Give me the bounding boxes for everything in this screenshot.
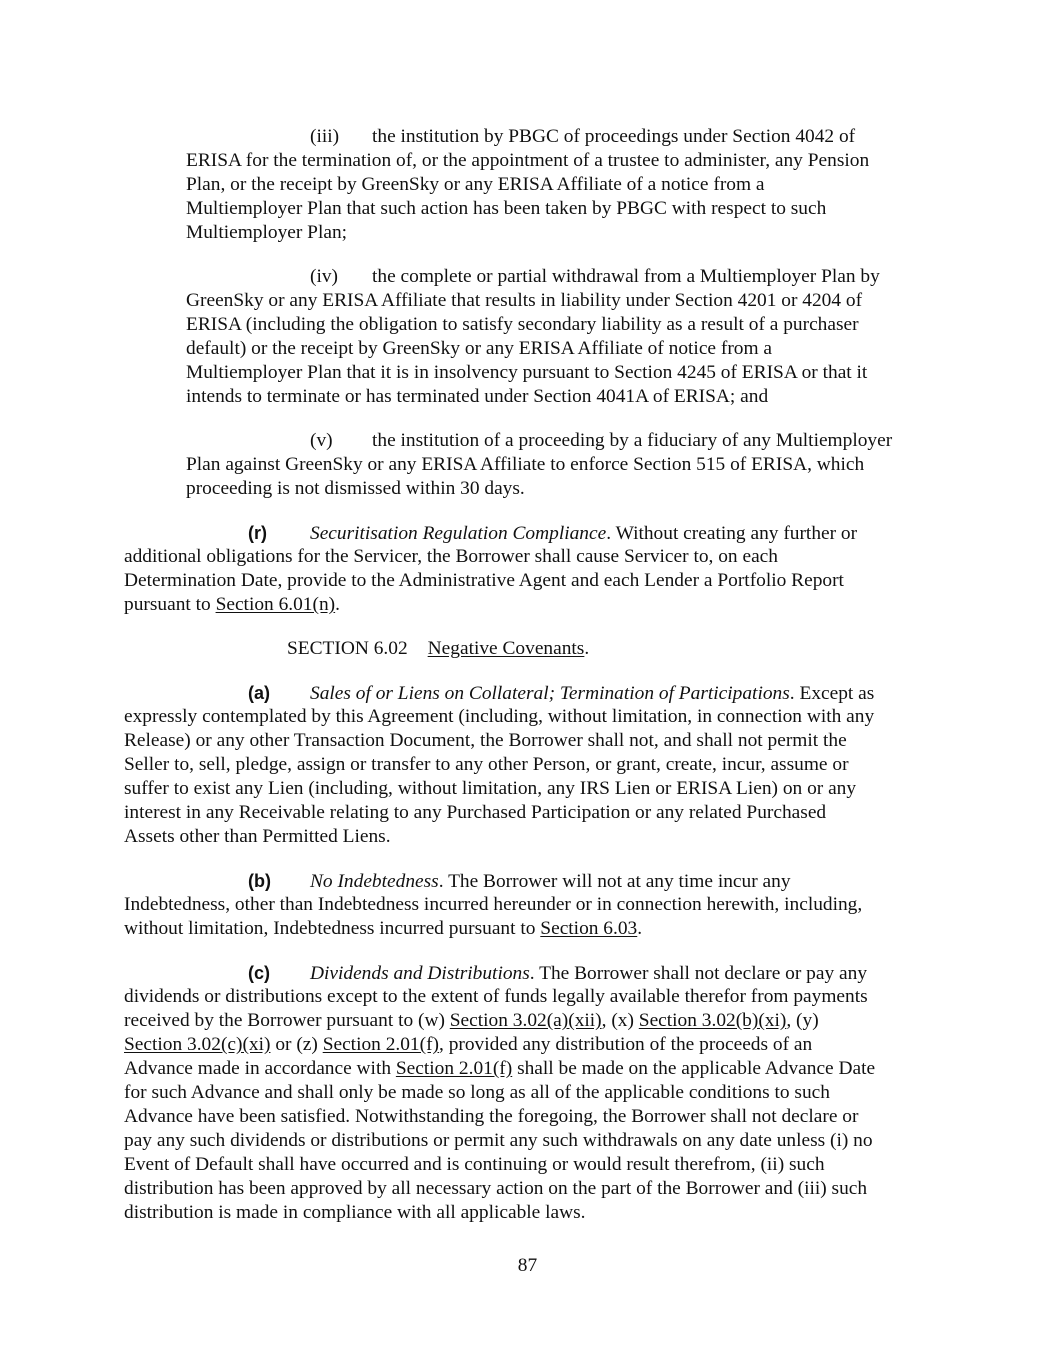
text-line — [0, 149, 1055, 173]
text-line — [0, 1009, 1055, 1033]
text-line — [0, 593, 1055, 617]
section-reference: Negative Covenants — [427, 638, 585, 659]
text-line — [0, 477, 1055, 501]
text-line — [0, 289, 1055, 313]
clause-title: Securitisation Regulation Compliance — [310, 523, 607, 544]
section-reference: Section 3.02(a)(xii) — [449, 1010, 602, 1031]
text-line — [0, 313, 1055, 337]
paragraph — [0, 125, 1055, 245]
text-run: . — [637, 918, 643, 939]
text-line — [0, 173, 1055, 197]
clause-label: (v) — [310, 430, 333, 451]
text-line — [0, 705, 1055, 729]
text-line — [0, 429, 1055, 453]
section-heading — [0, 637, 1055, 661]
clause-label: (c) — [248, 963, 270, 983]
text-run: without limitation, Indebtedness incurred pursuant to — [124, 918, 541, 939]
text-run: distribution is made in compliance with all applicable laws. — [124, 1202, 586, 1223]
clause-title: No Indebtedness — [310, 871, 439, 892]
text-line — [0, 569, 1055, 593]
section-reference: Section 3.02(b)(xi) — [638, 1010, 787, 1031]
paragraph — [0, 869, 1055, 941]
paragraph — [0, 961, 1055, 1225]
document-body — [0, 125, 1055, 1245]
text-line — [0, 1153, 1055, 1177]
text-run: ERISA for the termination of, or the appointment of a trustee to administer, any Pension — [186, 150, 870, 171]
text-run: the complete or partial withdrawal from a Multiemployer Plan by — [372, 266, 880, 287]
text-run: default) or the receipt by GreenSky or any ERISA Affiliate of notice from a — [186, 338, 773, 359]
text-line — [0, 985, 1055, 1009]
text-run: . The Borrower will not at any time incur any — [438, 871, 791, 892]
section-reference: Section 2.01(f) — [395, 1058, 513, 1079]
text-run: Multiemployer Plan that it is in insolvency pursuant to Section 4245 of ERISA or that it — [186, 362, 868, 383]
text-line — [0, 893, 1055, 917]
text-run: ERISA (including the obligation to satisfy secondary liability as a result of a purchaser — [186, 314, 859, 335]
text-run: Plan, or the receipt by GreenSky or any ERISA Affiliate of a notice from a — [186, 174, 765, 195]
text-run: for such Advance and shall only be made so long as all of the applicable conditions to such — [124, 1082, 830, 1103]
text-line — [0, 753, 1055, 777]
paragraph — [0, 681, 1055, 849]
text-run: dividends or distributions except to the extent of funds legally available therefor from payments — [124, 986, 868, 1007]
paragraph — [0, 429, 1055, 501]
clause-label: (a) — [248, 683, 270, 703]
text-line — [0, 545, 1055, 569]
text-line — [0, 1033, 1055, 1057]
text-run: proceeding is not dismissed within 30 days. — [186, 478, 525, 499]
text-run: distribution has been approved by all necessary action on the part of the Borrower and (iii) such — [124, 1178, 868, 1199]
text-run: the institution by PBGC of proceedings under Section 4042 of — [372, 126, 856, 147]
clause-label: (iii) — [310, 126, 340, 147]
text-line — [0, 637, 1055, 661]
section-reference: Section 2.01(f) — [322, 1034, 440, 1055]
text-line — [0, 1129, 1055, 1153]
section-reference: Section 6.03 — [540, 918, 638, 939]
text-line — [0, 1177, 1055, 1201]
text-run: . — [584, 638, 590, 659]
text-line — [0, 1201, 1055, 1225]
text-line — [0, 1057, 1055, 1081]
text-line — [0, 801, 1055, 825]
text-line — [0, 1105, 1055, 1129]
text-run: Plan against GreenSky or any ERISA Affiliate to enforce Section 515 of ERISA, which — [186, 454, 865, 475]
text-line — [0, 337, 1055, 361]
text-line — [0, 825, 1055, 849]
section-reference: Section 6.01(n) — [215, 594, 336, 615]
text-run: GreenSky or any ERISA Affiliate that results in liability under Section 4201 or 4204 of — [186, 290, 863, 311]
text-line — [0, 777, 1055, 801]
page-number: 87 — [517, 1255, 538, 1276]
text-line — [0, 265, 1055, 289]
text-run: Determination Date, provide to the Administrative Agent and each Lender a Portfolio Report — [124, 570, 844, 591]
text-line — [0, 521, 1055, 545]
text-run: Event of Default shall have occurred and is continuing or would result therefrom, (ii) such — [124, 1154, 825, 1175]
text-run: , provided any distribution of the proceeds of an — [439, 1034, 813, 1055]
paragraph — [0, 521, 1055, 617]
text-run: , (y) — [786, 1010, 819, 1031]
text-run: shall be made on the applicable Advance Date — [512, 1058, 876, 1079]
text-line — [0, 197, 1055, 221]
text-line — [0, 1081, 1055, 1105]
text-line — [0, 869, 1055, 893]
text-run: or (z) — [270, 1034, 323, 1055]
text-run: Multiemployer Plan; — [186, 222, 348, 243]
text-run: . — [335, 594, 340, 615]
text-run: . Without creating any further or — [606, 523, 858, 544]
text-run: Multiemployer Plan that such action has been taken by PBGC with respect to such — [186, 198, 827, 219]
text-line — [0, 125, 1055, 149]
text-run: received by the Borrower pursuant to (w) — [124, 1010, 450, 1031]
text-line — [0, 221, 1055, 245]
text-line — [0, 453, 1055, 477]
text-run: additional obligations for the Servicer, the Borrower shall cause Servicer to, on each — [124, 546, 778, 567]
clause-label: (b) — [248, 871, 271, 891]
text-run: Release) or any other Transaction Document, the Borrower shall not, and shall not permit the — [124, 730, 847, 751]
text-run: Assets other than Permitted Liens. — [124, 826, 391, 847]
text-run: intends to terminate or has terminated under Section 4041A of ERISA; and — [186, 386, 769, 407]
clause-title: Sales of or Liens on Collateral; Termination of Participations — [310, 683, 790, 704]
text-line — [0, 361, 1055, 385]
text-line — [0, 961, 1055, 985]
text-run: interest in any Receivable relating to any Purchased Participation or any related Purchased — [124, 802, 827, 823]
text-line — [0, 917, 1055, 941]
text-run: . Except as — [789, 683, 875, 704]
clause-label: (r) — [248, 523, 267, 543]
clause-label: (iv) — [310, 266, 338, 287]
text-run: Advance have been satisfied. Notwithstanding the foregoing, the Borrower shall not declare or — [124, 1106, 859, 1127]
text-run: , (x) — [601, 1010, 639, 1031]
text-run: suffer to exist any Lien (including, without limitation, any IRS Lien or ERISA Lien) on or any — [124, 778, 857, 799]
paragraph — [0, 265, 1055, 409]
clause-title: Dividends and Distributions — [310, 963, 530, 984]
text-run: Advance made in accordance with — [124, 1058, 396, 1079]
text-run: expressly contemplated by this Agreement (including, without limitation, in connection with any — [124, 706, 875, 727]
section-reference: Section 3.02(c)(xi) — [124, 1034, 271, 1055]
text-run: . The Borrower shall not declare or pay any — [529, 963, 868, 984]
text-line — [0, 729, 1055, 753]
text-run: pursuant to — [124, 594, 216, 615]
text-run: pay any such dividends or distributions or permit any such withdrawals on any date unless (i) no — [124, 1130, 873, 1151]
text-line — [0, 681, 1055, 705]
text-run: the institution of a proceeding by a fiduciary of any Multiemployer — [372, 430, 893, 451]
text-run: Indebtedness, other than Indebtedness incurred hereunder or in connection herewith, including, — [124, 894, 863, 915]
text-line — [0, 385, 1055, 409]
text-run: SECTION 6.02 — [287, 638, 408, 659]
text-run: Seller to, sell, pledge, assign or transfer to any other Person, or grant, create, incur, assume or — [124, 754, 849, 775]
